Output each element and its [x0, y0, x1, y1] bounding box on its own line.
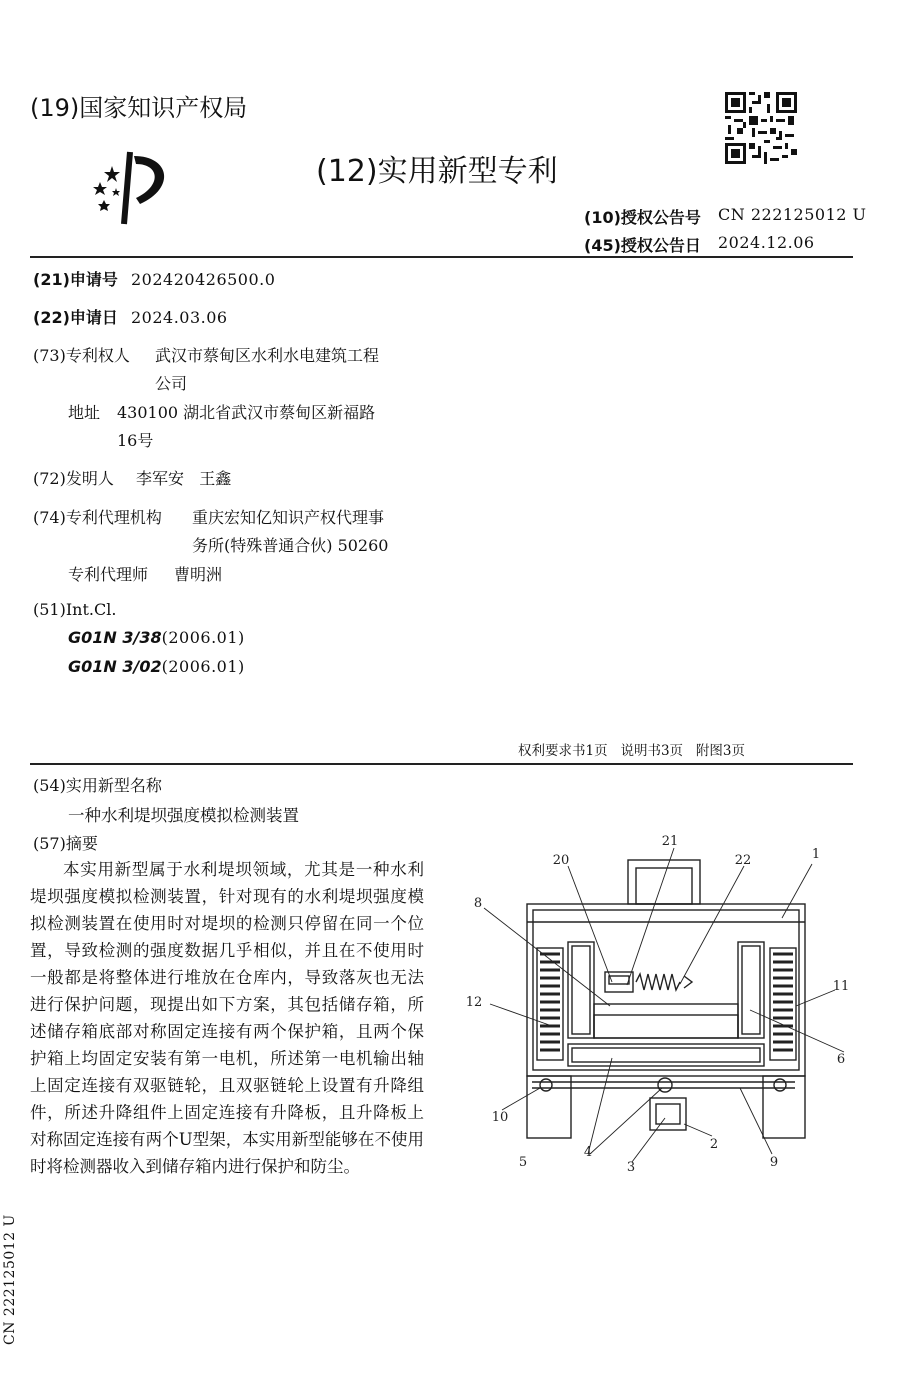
figure-label: 1	[811, 847, 821, 862]
intcl-label: (51)Int.Cl.	[33, 600, 117, 619]
agent-name: 曹明洲	[174, 565, 223, 584]
figure-label: 8	[473, 896, 483, 911]
ipc-version: (2006.01)	[161, 657, 245, 676]
ipc-row	[68, 628, 245, 647]
title-label: (54)实用新型名称	[33, 776, 162, 795]
figure-label: 11	[832, 979, 850, 994]
figure-label: 22	[734, 853, 752, 868]
address-line1: 430100 湖北省武汉市蔡甸区新福路	[117, 403, 376, 422]
agency-label: (74)专利代理机构	[33, 508, 162, 527]
agent-label: 专利代理师	[68, 565, 149, 584]
header-divider	[30, 256, 853, 258]
app-no: 202420426500.0	[131, 270, 276, 289]
figure-label: 6	[836, 1052, 846, 1067]
device-figure	[460, 830, 860, 1175]
pub-date-label: (45)授权公告日	[584, 236, 701, 255]
document-type: (12)实用新型专利	[316, 154, 558, 189]
ipc-version: (2006.01)	[161, 628, 245, 647]
figure-label: 10	[491, 1110, 509, 1125]
figure-label: 20	[552, 853, 570, 868]
pub-no-label: (10)授权公告号	[584, 208, 701, 227]
ipc-code: G01N 3/02	[68, 657, 162, 676]
app-date-label: (22)申请日	[33, 308, 118, 327]
side-publication-number: CN 222125012 U	[2, 1214, 18, 1345]
figure-label: 21	[661, 834, 679, 849]
abstract-label: (57)摘要	[33, 834, 98, 853]
inventor-label: (72)发明人	[33, 469, 114, 488]
owner-line2: 公司	[155, 374, 188, 393]
figure-label: 3	[626, 1160, 636, 1175]
figure-label: 9	[769, 1155, 779, 1170]
app-date-row	[33, 305, 228, 328]
ipc-row	[68, 657, 245, 676]
owner-line1: 武汉市蔡甸区水利水电建筑工程	[155, 346, 380, 365]
app-no-row	[33, 267, 275, 290]
qr-code-icon	[725, 92, 797, 164]
office-name: (19)国家知识产权局	[30, 94, 248, 122]
utility-model-title: 一种水利堤坝强度模拟检测装置	[68, 806, 299, 825]
owner-label: (73)专利权人	[33, 346, 130, 365]
biblio-divider	[30, 763, 853, 765]
address-label: 地址	[68, 403, 101, 422]
cnipa-logo-icon	[80, 148, 180, 228]
app-no-label: (21)申请号	[33, 270, 118, 289]
figure-label: 2	[709, 1137, 719, 1152]
abstract-paragraph: 本实用新型属于水利堤坝领域，尤其是一种水利堤坝强度模拟检测装置，针对现有的水利堤坝强度模拟检测装置在使用时对堤坝的检测只停留在同一个位置，导致检测的强度数据几乎相似，并且在不使用时一般都是将整体进行堆放在仓库内，导致落灰也无法进行保护问题，现提出如下方案，其包括储存箱，所述储存箱底部对称固定连接有两个保护箱，且两个保护箱上均固定安装有第一电机，所述第一电机输出轴上固定连接有双驱链轮，且双驱链轮上设置有升降组件，所述升降组件上固定连接有升降板，且升降板上对称固定连接有两个U型架，本实用新型能够在不使用时将检测器收入到储存箱内进行保护和防尘。	[30, 860, 424, 1176]
figure-label: 12	[465, 995, 483, 1010]
pub-no: CN 222125012 U	[718, 205, 867, 224]
ipc-code: G01N 3/38	[68, 628, 162, 647]
inventors: 李军安 王鑫	[136, 469, 232, 488]
figure-label: 4	[583, 1145, 593, 1160]
pub-date: 2024.12.06	[718, 233, 815, 252]
address-line2: 16号	[117, 431, 154, 450]
figure-label: 5	[518, 1155, 528, 1170]
agency-line1: 重庆宏知亿知识产权代理事	[192, 508, 385, 527]
pages-summary: 权利要求书1页 说明书3页 附图3页	[518, 743, 746, 759]
app-date: 2024.03.06	[131, 308, 228, 327]
agency-line2: 务所(特殊普通合伙) 50260	[192, 536, 389, 555]
abstract-text	[30, 856, 424, 1180]
